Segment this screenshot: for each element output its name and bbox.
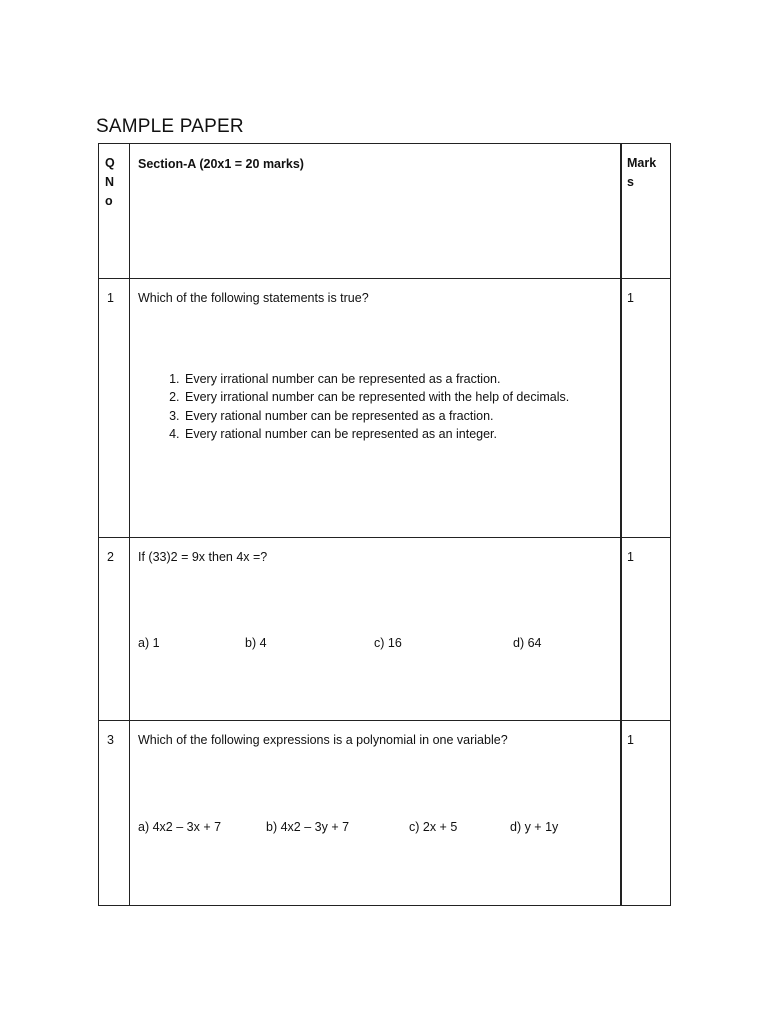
column-divider (620, 144, 622, 905)
option-a: a) 1 (138, 636, 160, 650)
row-divider (99, 278, 670, 279)
question-marks: 1 (627, 291, 634, 305)
option-item: 3. Every rational number can be represented as a fraction. (183, 407, 569, 425)
qno-header: QNo (105, 156, 115, 208)
row-divider (99, 720, 670, 721)
option-item: 4. Every rational number can be represented as an integer. (183, 425, 569, 443)
question-number: 3 (107, 733, 114, 747)
question-marks: 1 (627, 733, 634, 747)
option-item: 1. Every irrational number can be represented as a fraction. (183, 370, 569, 388)
question-text: Which of the following statements is true? (138, 291, 369, 305)
question-number: 1 (107, 291, 114, 305)
option-b: b) 4 (245, 636, 267, 650)
column-divider (129, 144, 130, 905)
option-list (155, 370, 569, 443)
question-marks: 1 (627, 550, 634, 564)
option-d: d) y + 1y (510, 820, 559, 834)
page-title: SAMPLE PAPER (96, 116, 244, 137)
option-b: b) 4x2 – 3y + 7 (266, 820, 350, 834)
option-item: 2. Every irrational number can be represented with the help of decimals. (183, 388, 569, 406)
option-a: a) 4x2 – 3x + 7 (138, 820, 222, 834)
section-header: Section-A (20x1 = 20 marks) (138, 157, 304, 171)
question-number: 2 (107, 550, 114, 564)
option-c: c) 2x + 5 (409, 820, 458, 834)
question-table (98, 143, 671, 906)
row-divider (99, 537, 670, 538)
question-text: If (33)2 = 9x then 4x =? (138, 550, 268, 564)
option-c: c) 16 (374, 636, 402, 650)
option-d: d) 64 (513, 636, 542, 650)
marks-header: Marks (627, 156, 657, 189)
question-text: Which of the following expressions is a polynomial in one variable? (138, 733, 508, 747)
